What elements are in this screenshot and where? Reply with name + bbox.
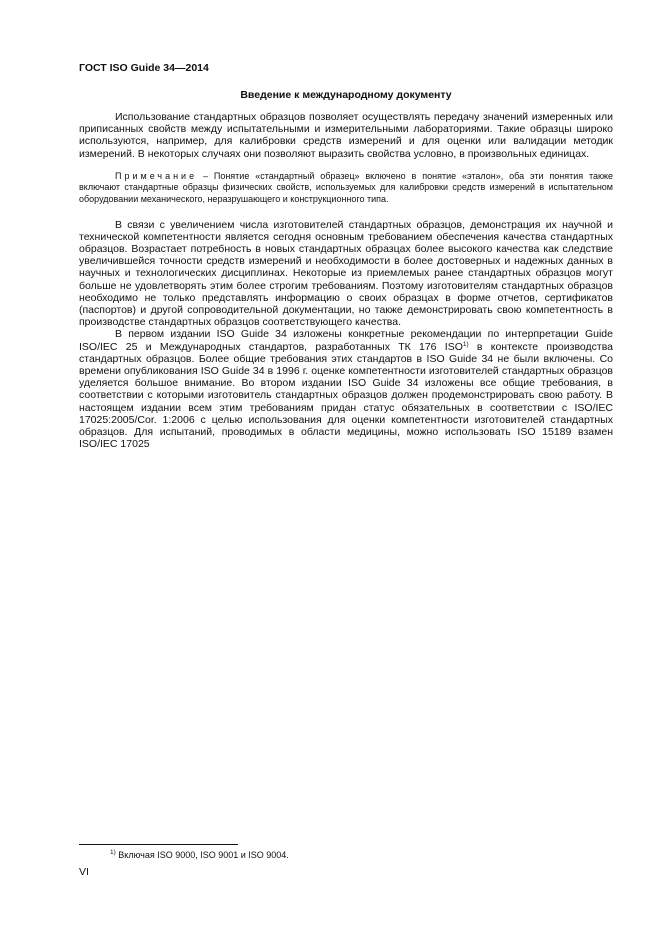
paragraph-2: В связи с увеличением числа изготовителей стандартных образцов, демонстрация их научной и технической компетентности является сегодня основным требованием обеспечения качества стандартных образцов. Возрастает потребность в новых стандартных образцах более высокого качества как следствие увеличившейся точности средств измерений и необходимости в более достоверных и надежных данных в научных и технологических дисциплинах. Некоторые из приемлемых ранее стандартных образцов могут больше не удовлетворять этим более строгим требованиям. Поэтому изготовителям стандартных образцов необходимо не только представлять информацию о своих образцах в форме отчетов, сертификатов (паспортов) и другой сопроводительной документации, но также демонстрировать свою компетентность в производстве стандартных образцов соответствующего качества. [79,218,613,329]
paragraph-3 [79,328,613,450]
footnote-reference: 1) [462,340,469,348]
document-body [79,111,613,450]
note-paragraph [79,171,613,206]
note-label: Примечание [115,170,198,181]
note-text: – Понятие «стандартный образец» включено в понятие «эталон», оба эти понятия также включают стандартные образцы физических свойств, используемых для калибровки средств измерений в испытательном оборудовании механического, неразрушающего и конструкционного типа. [79,170,613,204]
paragraph-3-end: в контексте производства стандартных образцов. Более общие требования этих стандартов в ISO Guide 34 не были включены. Со времени опубликования ISO Guide 34 в 1996 г. оценке компетентности изготовителей стандартных образцов уделяется большое внимание. Во втором издании ISO Guide 34 изложены все общие требования, в соответствии с которыми изготовитель стандартных образцов должен продемонстрировать свою работу. В настоящем издании всем этим требованиям придан статус обязательных в соответствии с ISO/IEC 17025:2005/Cor. 1:2006 с целью использования для оценки компетентности изготовителей стандартных образцов. Для испытаний, проводимых в области медицины, можно использовать ISO 15189 взамен ISO/IEC 17025 [79,340,613,451]
paragraph-3-start: В первом издании ISO Guide 34 изложены конкретные рекомендации по интерпретации Guide ISO/IEC 25 и Международных стандартов, разработанных ТК 176 ISO [79,328,613,353]
paragraph-1: Использование стандартных образцов позволяет осуществлять передачу значений измеренных или приписанных свойств между испытательными и измерительными лабораториями. Такие образцы широко используются, например, для калибровки средств измерений и для оценки или валидации методик измерений. В некоторых случаях они позволяют выразить свойства условно, в произвольных единицах. [79,111,613,160]
document-header: ГОСТ ISO Guide 34—2014 [79,62,209,74]
footnote-separator [79,844,238,845]
page-number: VI [79,866,89,878]
footnote-mark: 1) [110,849,116,856]
section-title: Введение к международному документу [240,89,452,101]
footnote [110,850,289,860]
footnote-text: Включая ISO 9000, ISO 9001 и ISO 9004. [115,850,289,860]
